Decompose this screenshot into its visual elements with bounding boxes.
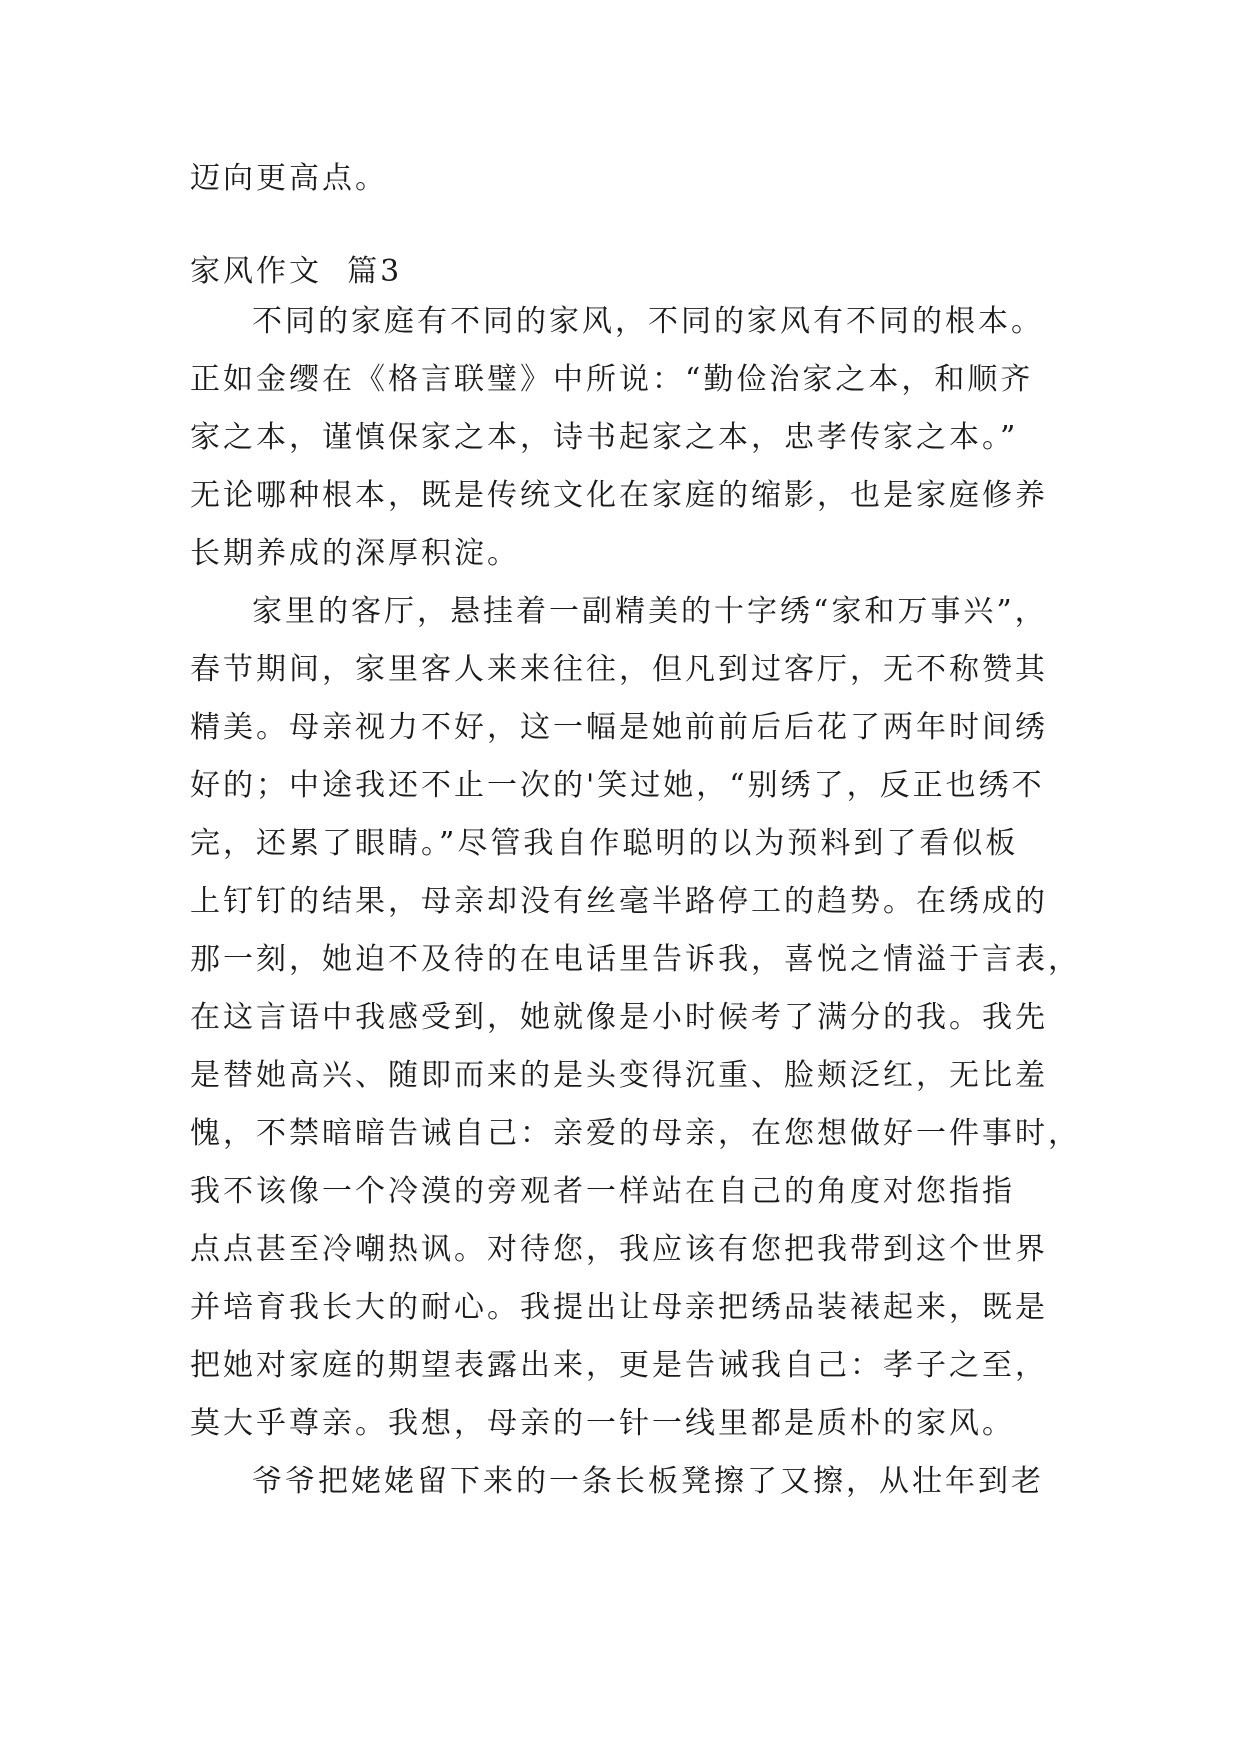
- text-line: 并培育我长大的耐心。我提出让母亲把绣品装裱起来，既是: [190, 1290, 1048, 1325]
- text-line: 我不该像一个冷漠的旁观者一样站在自己的角度对您指指: [190, 1174, 1015, 1209]
- text-line: 精美。母亲视力不好，这一幅是她前前后后花了两年时间绣: [190, 710, 1048, 745]
- text-line: 家里的客厅，悬挂着一副精美的十字绣“家和万事兴”，: [252, 594, 1048, 629]
- text-line: 无论哪种根本，既是传统文化在家庭的缩影，也是家庭修养: [190, 478, 1048, 513]
- essay-text: [190, 293, 1081, 1511]
- paragraph: [190, 583, 1081, 1453]
- text-line: 正如金缨在《格言联璧》中所说：“勤俭治家之本，和顺齐: [190, 362, 1034, 397]
- text-line: 好的；中途我还不止一次的'笑过她，“别绣了，反正也绣不: [190, 768, 1045, 803]
- essay-heading: 家风作文 篇3: [190, 254, 403, 289]
- text-line: 春节期间，家里客人来来往往，但凡到过客厅，无不称赞其: [190, 652, 1048, 687]
- text-line: 不同的家庭有不同的家风，不同的家风有不同的根本。: [252, 304, 1044, 339]
- text-line: 莫大乎尊亲。我想，母亲的一针一线里都是质朴的家风。: [190, 1406, 1015, 1441]
- text-line: 点点甚至冷嘲热讽。对待您，我应该有您把我带到这个世界: [190, 1232, 1048, 1267]
- paragraph: [190, 1453, 1081, 1511]
- text-line: 长期养成的深厚积淀。: [190, 536, 520, 571]
- previous-essay-ending: 迈向更高点。: [190, 161, 388, 196]
- text-line: 家之本，谨慎保家之本，诗书起家之本，忠孝传家之本。”: [190, 420, 1019, 455]
- text-line: 上钉钉的结果，母亲却没有丝毫半路停工的趋势。在绣成的: [190, 884, 1048, 919]
- text-line: 把她对家庭的期望表露出来，更是告诫我自己：孝子之至，: [190, 1348, 1048, 1383]
- text-line: 那一刻，她迫不及待的在电话里告诉我，喜悦之情溢于言表，: [190, 942, 1081, 977]
- text-line: 在这言语中我感受到，她就像是小时候考了满分的我。我先: [190, 1000, 1048, 1035]
- text-line: 爷爷把姥姥留下来的一条长板凳擦了又擦，从壮年到老: [252, 1464, 1044, 1499]
- text-line: 是替她高兴、随即而来的是头变得沉重、脸颊泛红，无比羞: [190, 1058, 1048, 1093]
- text-line: 完，还累了眼睛。”尽管我自作聪明的以为预料到了看似板: [190, 826, 1019, 861]
- text-line: 愧，不禁暗暗告诫自己：亲爱的母亲，在您想做好一件事时，: [190, 1116, 1081, 1151]
- paragraph: [190, 293, 1081, 583]
